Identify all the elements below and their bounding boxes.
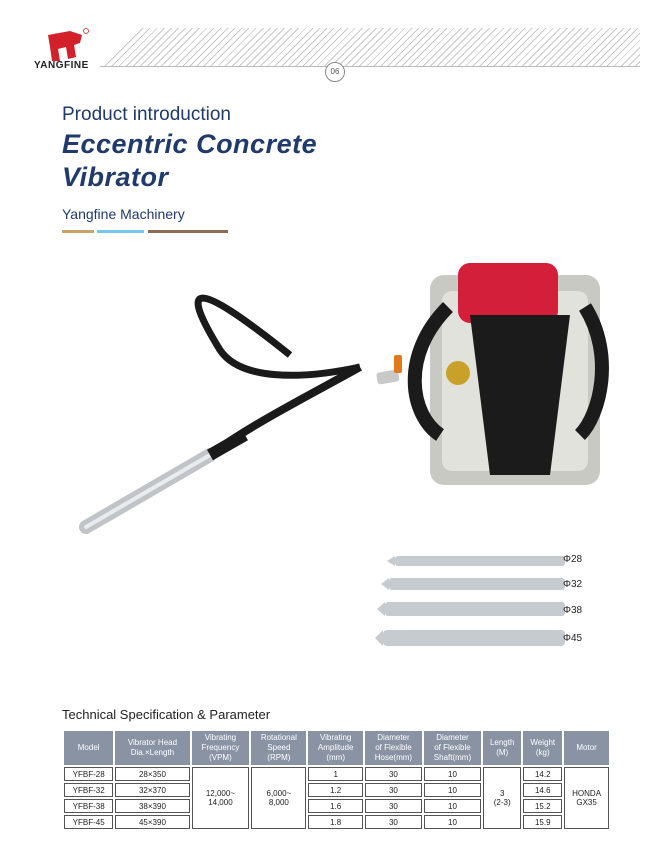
spec-header-row <box>64 731 609 765</box>
col-amplitude: Vibrating Amplitude (mm) <box>308 731 362 765</box>
title-line-2: Vibrator <box>62 162 169 192</box>
cell-weight: 14.2 <box>523 767 562 781</box>
cell-weight: 15.9 <box>523 815 562 829</box>
cell-shaft: 10 <box>424 767 481 781</box>
col-shaft: Diameter of Flexible Shaft(mm) <box>424 731 481 765</box>
title-line-1: Eccentric Concrete <box>62 129 318 159</box>
col-frequency: Vibrating Frequency (VPM) <box>192 731 250 765</box>
accent-bar-brown <box>148 230 228 233</box>
cell-frequency: 12,000~ 14,000 <box>192 767 250 829</box>
poker-label-28: Φ28 <box>563 554 583 565</box>
poker-label-45: Φ45 <box>563 633 583 644</box>
page-number: 06 <box>325 62 345 82</box>
page-header <box>0 0 665 80</box>
col-speed: Rotational Speed (RPM) <box>251 731 306 765</box>
table-row <box>64 783 609 797</box>
cell-shaft: 10 <box>424 799 481 813</box>
col-model: Model <box>64 731 113 765</box>
backpack-vibrator-image <box>70 255 610 545</box>
cell-model: YFBF-32 <box>64 783 113 797</box>
brand-name: YANGFINE <box>34 60 89 71</box>
cell-head: 38×390 <box>115 799 189 813</box>
cell-model: YFBF-45 <box>64 815 113 829</box>
col-head: Vibrator Head Dia.×Length <box>115 731 189 765</box>
cell-amplitude: 1.2 <box>308 783 362 797</box>
spec-table <box>62 729 611 831</box>
accent-bar-blue <box>97 230 144 233</box>
header-hatch-decoration <box>100 28 640 66</box>
accent-bar-tan <box>62 230 94 233</box>
cell-model: YFBF-38 <box>64 799 113 813</box>
cell-hose: 30 <box>365 815 422 829</box>
cell-amplitude: 1.6 <box>308 799 362 813</box>
company-name: Yangfine Machinery <box>62 206 185 222</box>
cell-head: 32×370 <box>115 783 189 797</box>
page-title <box>62 128 317 194</box>
col-length: Length (M) <box>483 731 521 765</box>
cell-weight: 14.6 <box>523 783 562 797</box>
cell-hose: 30 <box>365 799 422 813</box>
table-row <box>64 815 609 829</box>
col-hose: Diameter of Flexible Hose(mm) <box>365 731 422 765</box>
cell-head: 45×390 <box>115 815 189 829</box>
col-motor: Motor <box>564 731 609 765</box>
cell-motor: HONDA GX35 <box>564 767 609 829</box>
table-row <box>64 799 609 813</box>
cell-model: YFBF-28 <box>64 767 113 781</box>
cell-head: 28×350 <box>115 767 189 781</box>
cell-hose: 30 <box>365 783 422 797</box>
poker-label-32: Φ32 <box>563 579 583 590</box>
cell-amplitude: 1 <box>308 767 362 781</box>
cell-length: 3 (2-3) <box>483 767 521 829</box>
table-row <box>64 767 609 781</box>
spec-heading: Technical Specification & Parameter <box>62 707 271 722</box>
cell-speed: 6,000~ 8,000 <box>251 767 306 829</box>
section-subtitle: Product introduction <box>62 104 231 125</box>
cell-shaft: 10 <box>424 783 481 797</box>
poker-label-38: Φ38 <box>563 605 583 616</box>
cell-weight: 15.2 <box>523 799 562 813</box>
header-divider <box>100 66 640 67</box>
cell-hose: 30 <box>365 767 422 781</box>
cell-amplitude: 1.8 <box>308 815 362 829</box>
cell-shaft: 10 <box>424 815 481 829</box>
col-weight: Weight (kg) <box>523 731 562 765</box>
